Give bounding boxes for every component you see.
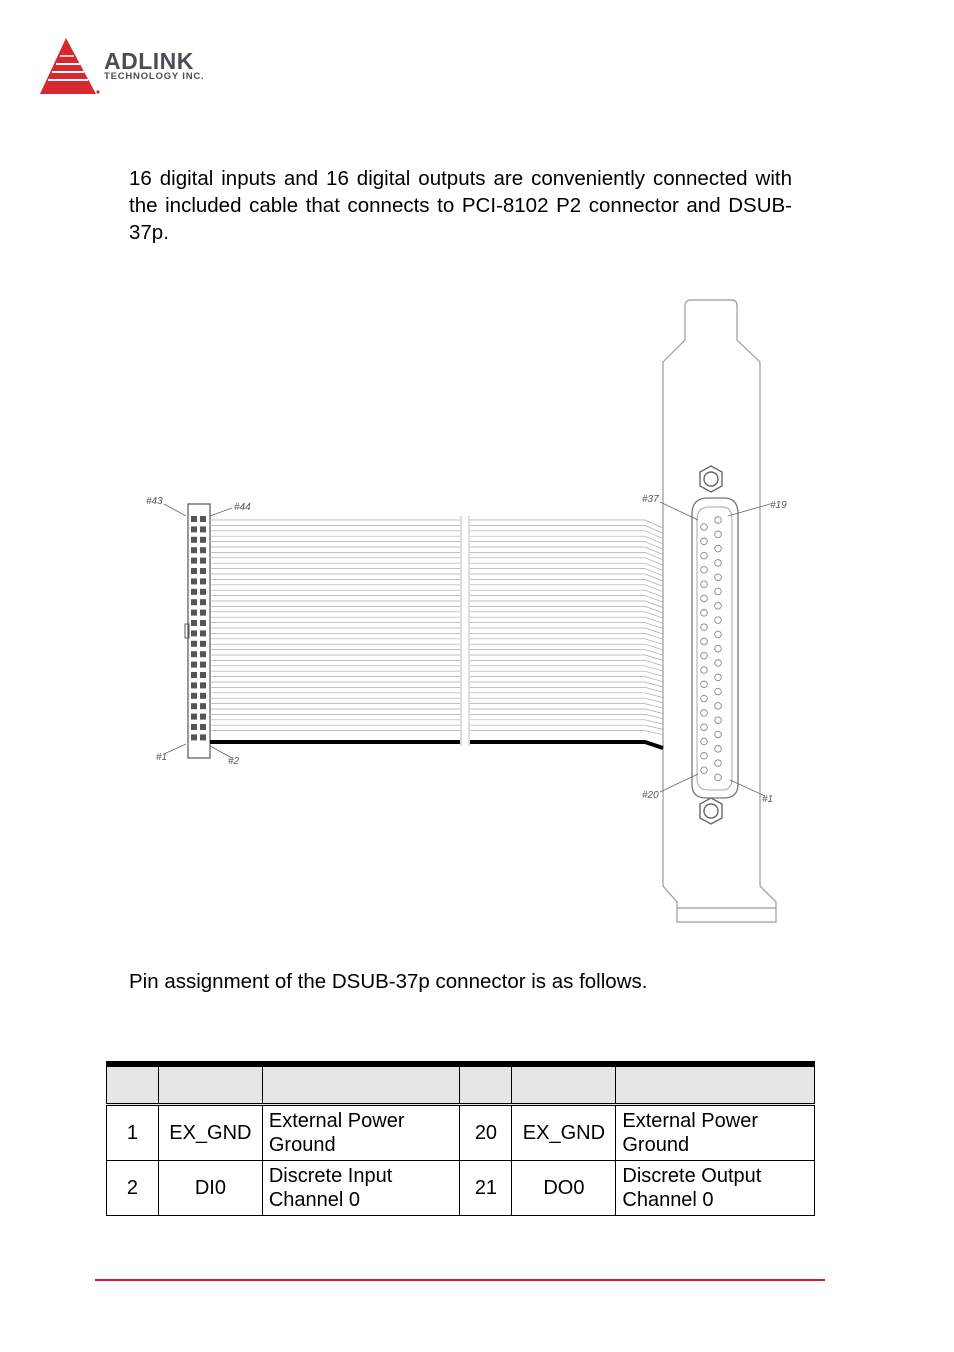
idc-pin — [200, 630, 206, 636]
idc-pin — [191, 599, 197, 605]
ribbon-wire — [210, 725, 663, 729]
signal-name: EX_GND — [512, 1105, 616, 1161]
dsub-pin — [715, 545, 722, 552]
idc-pin — [191, 641, 197, 647]
label-pin-2: #2 — [228, 756, 240, 767]
dsub-pin — [701, 753, 708, 760]
dsub-pin — [701, 524, 708, 531]
label-pin-43: #43 — [146, 496, 163, 507]
brand-name: ADLINK — [104, 48, 194, 74]
ribbon-wire — [210, 633, 663, 639]
ribbon-wire — [210, 574, 663, 581]
ribbon-wire — [210, 579, 663, 586]
idc-pin — [200, 693, 206, 699]
dsub-pin — [701, 581, 708, 588]
idc-pin — [200, 672, 206, 678]
idc-pin — [200, 537, 206, 543]
ribbon-wire — [210, 660, 663, 665]
ribbon-wire — [210, 585, 663, 592]
ribbon-wire — [210, 671, 663, 676]
dsub-pin — [701, 652, 708, 659]
dsub-pin — [715, 631, 722, 638]
hex-nut-bottom — [700, 798, 722, 824]
table-row — [107, 1161, 815, 1216]
idc-pin — [191, 547, 197, 553]
idc-pin — [191, 610, 197, 616]
idc-pin — [200, 568, 206, 574]
dsub-pin — [715, 617, 722, 624]
idc-pin — [191, 682, 197, 688]
ribbon-wire — [210, 714, 663, 718]
idc-pin — [200, 526, 206, 532]
header-signal-right — [512, 1064, 616, 1105]
dsub-pin — [715, 603, 722, 610]
header-function-left — [262, 1064, 460, 1105]
intro-paragraph: 16 digital inputs and 16 digital outputs are conveniently connected with the included cable that connects to PCI-8102 P2 connector and DSUB-37p. — [129, 167, 792, 244]
ribbon-wire — [210, 531, 663, 539]
idc-pin — [191, 714, 197, 720]
signal-function: External Power Ground — [262, 1105, 460, 1161]
idc-pin — [200, 599, 206, 605]
idc-pin — [200, 682, 206, 688]
ribbon-wire — [210, 552, 663, 559]
dsub-pin — [701, 552, 708, 559]
dsub-pin — [701, 681, 708, 688]
signal-name: DI0 — [158, 1161, 262, 1216]
dsub-pin — [701, 710, 708, 717]
dsub-pin — [701, 538, 708, 545]
idc-pin — [200, 589, 206, 595]
dsub-pin — [715, 674, 722, 681]
ribbon-cable — [210, 520, 663, 735]
dsub-pin — [715, 588, 722, 595]
ribbon-wire — [210, 520, 663, 528]
dsub-pins — [701, 517, 722, 781]
ribbon-wire — [210, 547, 663, 555]
idc-pin — [191, 620, 197, 626]
pin-number: 1 — [107, 1105, 159, 1161]
signal-function: Discrete Input Channel 0 — [262, 1161, 460, 1216]
idc-pin — [191, 734, 197, 740]
ribbon-wire — [210, 677, 663, 682]
ribbon-wire — [210, 731, 663, 735]
table-row — [107, 1105, 815, 1161]
idc-pin — [191, 662, 197, 668]
label-pin-1-right: #1 — [762, 794, 774, 805]
idc-pin — [191, 526, 197, 532]
idc-pin — [200, 516, 206, 522]
dsub-pin — [715, 517, 722, 524]
idc-pin — [200, 610, 206, 616]
ribbon-wire — [210, 687, 663, 692]
footer-rule — [95, 1279, 825, 1281]
ribbon-wire — [210, 569, 663, 576]
dsub-pin — [701, 595, 708, 602]
dsub-pin — [715, 660, 722, 667]
idc-pin — [191, 630, 197, 636]
dsub-pin — [715, 746, 722, 753]
idc-pin — [200, 714, 206, 720]
label-pin-44: #44 — [234, 502, 251, 513]
signal-name: DO0 — [512, 1161, 616, 1216]
ribbon-wire — [210, 666, 663, 671]
idc-pin — [191, 516, 197, 522]
idc-pin — [200, 558, 206, 564]
dsub-pin — [715, 645, 722, 652]
signal-function: External Power Ground — [616, 1105, 815, 1161]
label-pin-37: #37 — [642, 494, 659, 505]
header-pin-right — [460, 1064, 512, 1105]
ribbon-wire — [210, 639, 663, 645]
header-pin-left — [107, 1064, 159, 1105]
dsub-pin — [701, 638, 708, 645]
idc-pin — [200, 703, 206, 709]
idc-pin — [191, 703, 197, 709]
pin-caption: Pin assignment of the DSUB-37p connector is as follows. — [129, 970, 648, 993]
ribbon-wire — [210, 709, 663, 714]
signal-function: Discrete Output Channel 0 — [616, 1161, 815, 1216]
hex-nut-top — [700, 466, 722, 492]
header-signal-left — [158, 1064, 262, 1105]
dsub-pin — [701, 738, 708, 745]
pin-number: 20 — [460, 1105, 512, 1161]
ribbon-wire — [210, 704, 663, 709]
idc-pin — [191, 724, 197, 730]
dsub-pin — [701, 724, 708, 731]
dsub-pin — [715, 774, 722, 781]
dsub-pin — [715, 531, 722, 538]
dsub-pin — [715, 574, 722, 581]
ribbon-wire — [210, 693, 663, 698]
idc-pin — [200, 734, 206, 740]
signal-name: EX_GND — [158, 1105, 262, 1161]
idc-pin — [200, 641, 206, 647]
dsub-pin — [701, 567, 708, 574]
dsub-pin — [701, 624, 708, 631]
label-pin-20: #20 — [642, 790, 659, 801]
idc-pin — [191, 578, 197, 584]
pin-number: 21 — [460, 1161, 512, 1216]
ribbon-wire — [210, 650, 663, 656]
ribbon-wire — [210, 655, 663, 661]
idc-pin — [191, 693, 197, 699]
ribbon-wire — [210, 525, 663, 533]
ribbon-wire — [210, 720, 663, 724]
idc-pin — [200, 662, 206, 668]
dsub-pin — [701, 695, 708, 702]
header-function-right — [616, 1064, 815, 1105]
dsub-bracket — [663, 300, 776, 922]
ribbon-wire — [210, 563, 663, 570]
dsub-pin — [715, 560, 722, 567]
dsub-pin — [701, 767, 708, 774]
idc-pin — [191, 672, 197, 678]
idc-pin — [200, 547, 206, 553]
idc-pin — [191, 537, 197, 543]
dsub-pin — [701, 667, 708, 674]
dsub-pin — [715, 717, 722, 724]
idc-pin — [200, 578, 206, 584]
ribbon-wire — [210, 542, 663, 550]
brand-tagline: TECHNOLOGY INC. — [104, 71, 205, 82]
ribbon-wire — [210, 698, 663, 703]
pin-number: 2 — [107, 1161, 159, 1216]
dsub-pin — [715, 703, 722, 710]
idc-pin — [191, 651, 197, 657]
pin-assignment-table — [106, 1061, 815, 1216]
label-pin-1-left: #1 — [156, 752, 168, 763]
dsub-pin — [715, 760, 722, 767]
cable-diagram — [140, 296, 790, 928]
ribbon-wire — [210, 558, 663, 565]
idc-pin — [200, 620, 206, 626]
idc-pin — [191, 568, 197, 574]
idc-connector — [185, 504, 210, 758]
idc-pin — [200, 724, 206, 730]
ribbon-wire — [210, 536, 663, 544]
dsub-pin — [715, 688, 722, 695]
idc-pin — [191, 558, 197, 564]
ribbon-wire — [210, 644, 663, 650]
dsub-pin — [715, 731, 722, 738]
idc-pin — [191, 589, 197, 595]
idc-pin — [200, 651, 206, 657]
ribbon-wire — [210, 682, 663, 687]
table-header-row — [107, 1064, 815, 1105]
dsub-pin — [701, 610, 708, 617]
label-pin-19: #19 — [770, 500, 787, 511]
